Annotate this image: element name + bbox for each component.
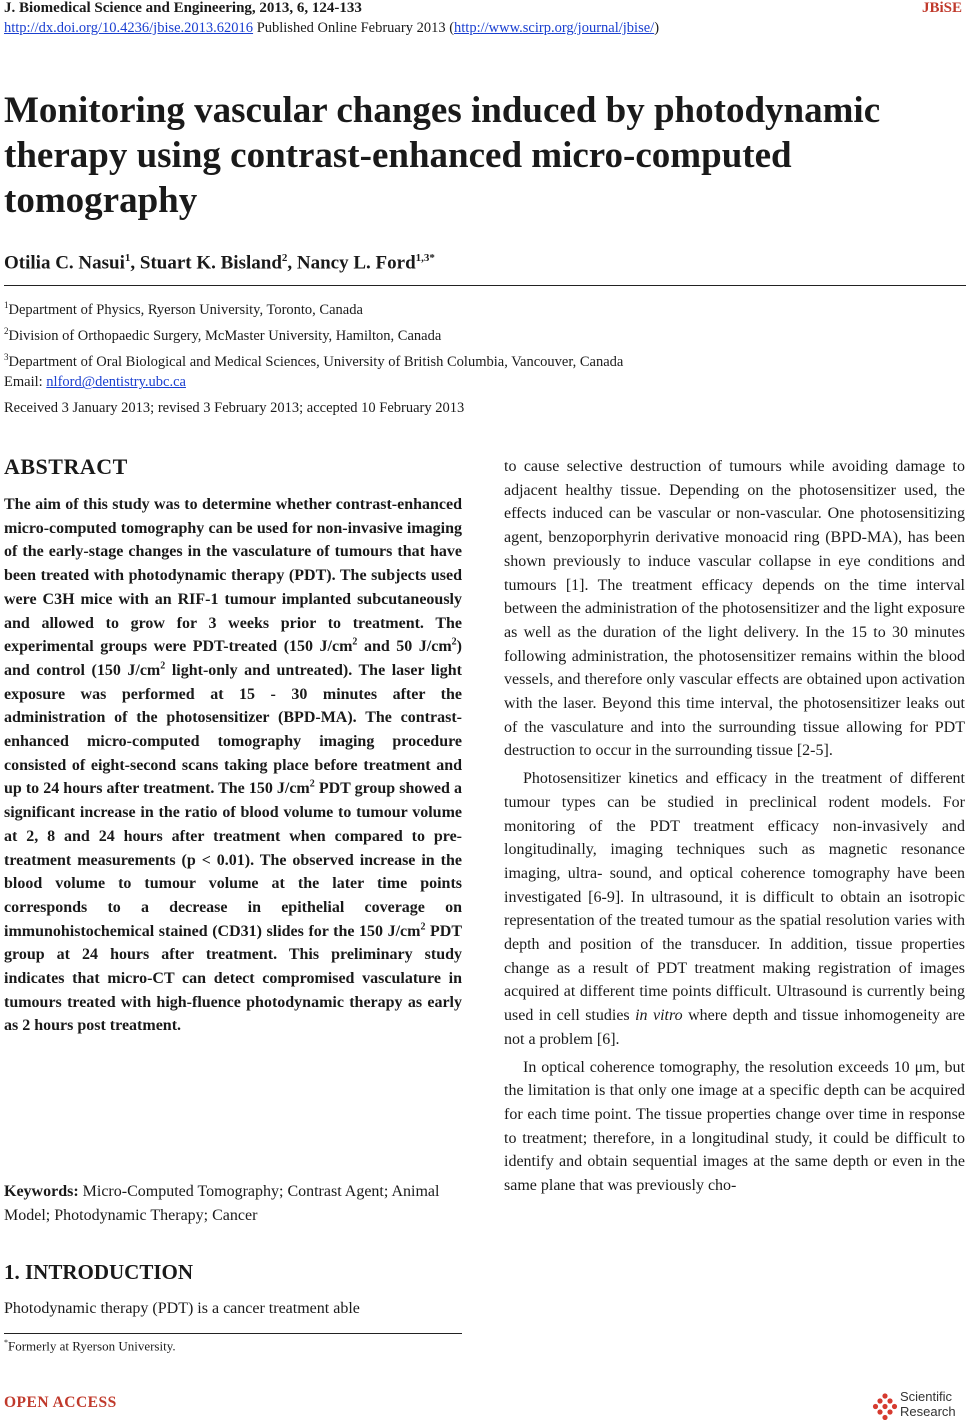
journal-citation: J. Biomedical Science and Engineering, 2013, 6, 124-133	[4, 0, 362, 16]
author-name: Otilia C. Nasui	[4, 252, 125, 274]
logo-line: Research	[900, 1404, 956, 1419]
affil-num: 3	[4, 351, 9, 362]
divider	[4, 285, 966, 286]
paragraph-text: Photosensitizer kinetics and efficacy in the treatment of different tumour types can be studied in preclinical rodent models. For monitoring of the PDT treatment efficacy non-invasively and longitudinally, imaging techniques such as magnetic resonance imaging, ultra- sound, and optical coherence tomography have been investigated [6-9]. In ultrasound, it is difficult to obtain an isotropic representation of the treated tumour as the spatial resolution varies with depth and position of the transducer. In addition, tissue properties change as a result of PDT treatment making registration of images acquired at different time points difficult. Ultrasound is currently being used in cell studies	[504, 770, 965, 1025]
affil-text: Department of Physics, Ryerson University, Toronto, Canada	[8, 301, 363, 318]
affil-num: 1	[4, 300, 9, 310]
scientific-research-logo-icon	[872, 1392, 898, 1420]
email-line	[4, 372, 623, 393]
author-name: , Nancy L. Ford	[287, 252, 416, 274]
author-affil-sup: 1,3*	[415, 252, 435, 264]
header-links	[4, 20, 659, 37]
affiliations	[4, 295, 623, 393]
open-access-label: OPEN ACCESS	[4, 1394, 117, 1411]
keywords-label: Keywords:	[4, 1183, 79, 1200]
body-paragraph: to cause selective destruction of tumours while avoiding damage to adjacent healthy tissue. Depending on the photosensitizer used, the effects induced can be vascular or non-vascular. One photosensitizing agent, benzoporphyrin derivative monoacid ring (BPD-MA), has been shown previously to induce vascular collapse in eye conditions and tumours [1]. The treatment efficacy depends on the time interval between the administration of the photosensitizer and the light exposure as well as the duration of the light delivery. In the 15 to 30 minutes following administration, the photosensitizer remains within the blood vessels, and therefore only vascular effects are obtained upon activation with the laser. Beyond this time interval, the photosensitizer leaks out of the vasculature and into the surrounding tissue allowing for PDT destruction to occur in the surrounding tissue [2-5].	[504, 458, 965, 760]
abstract-body	[4, 493, 462, 1038]
right-column	[504, 455, 965, 1198]
received-dates: Received 3 January 2013; revised 3 February 2013; accepted 10 February 2013	[4, 400, 465, 416]
logo-text	[900, 1389, 956, 1419]
affiliation-item	[4, 321, 623, 347]
affiliation-item	[4, 295, 623, 321]
abstract-text: and 50 J/cm	[357, 638, 452, 656]
paper-title: Monitoring vascular changes induced by photodynamic therapy using contrast-enhanced micro-computed tomography	[4, 90, 881, 221]
close-paren: )	[654, 20, 660, 36]
footnote-text: Formerly at Ryerson University.	[8, 1338, 176, 1354]
author-affil-sup: 2	[281, 252, 288, 264]
published-text: Published Online February 2013 (	[253, 20, 455, 36]
logo-line: Scientific	[900, 1389, 953, 1404]
affiliation-item	[4, 347, 623, 373]
section-heading: 1. INTRODUCTION	[4, 1260, 194, 1284]
footnote-divider	[4, 1333, 462, 1334]
superscript: 2	[420, 921, 426, 933]
intro-paragraph: Photodynamic therapy (PDT) is a cancer treatment able	[4, 1300, 360, 1317]
abstract-text: The aim of this study was to determine whether contrast-enhanced micro-computed tomography can be used for non-invasive imaging of the early-stage changes in the vasculature of tumours that have been treated with photodynamic therapy (PDT). The subjects used were C3H mice with an RIF-1 tumour implanted subcutaneously and allowed to grow for 3 weeks prior to treatment. The experimental groups were PDT-treated (150 J/cm	[4, 496, 462, 656]
body-paragraph: In optical coherence tomography, the resolution exceeds 10 μm, but the limitation is that only one image at a specific depth can be acquired for each time point. The tissue properties change over time in response to treatment; therefore, in a longitudinal study, it could be difficult to identify and obtain sequential images at the same depth or even in the same plane that was previously cho-	[504, 1058, 965, 1195]
publisher-logo	[872, 1388, 964, 1424]
affil-num: 2	[4, 325, 9, 336]
italic-text: in vitro	[635, 1007, 683, 1025]
footnote	[4, 1338, 176, 1354]
abstract-text: ) and control (150 J/cm	[4, 638, 462, 679]
abstract-heading: ABSTRACT	[4, 454, 128, 479]
doi-link[interactable]: http://dx.doi.org/10.4236/jbise.2013.62016	[4, 20, 254, 36]
author-affil-sup: 1	[124, 252, 131, 264]
author-name: , Stuart K. Bisland	[130, 252, 282, 274]
author-list	[4, 252, 435, 274]
paragraph-text: where depth and tissue inhomogeneity are not a problem [6].	[504, 1007, 966, 1048]
keywords-text: Micro-Computed Tomography; Contrast Agent; Animal Model; Photodynamic Therapy; Cancer	[4, 1183, 440, 1224]
abstract-text: PDT group at 24 hours after treatment. This preliminary study indicates that micro-CT can detect compromised vasculature in tumours treated with high-fluence photodynamic therapy as early as 2 hours post treatment.	[4, 922, 463, 1035]
footnote-mark: *	[4, 1338, 8, 1347]
journal-link[interactable]: http://www.scirp.org/journal/jbise/	[454, 20, 655, 36]
email-label: Email:	[4, 374, 47, 391]
superscript: 2	[309, 779, 315, 791]
affil-text: Department of Oral Biological and Medical Sciences, University of British Columbia, Vancouver, Canada	[8, 353, 624, 370]
abstract-text: PDT group showed a significant increase in the ratio of blood volume to tumour volume at 2, 8 and 24 hours after treatment when compared to pre-treatment measurements (p < 0.01). The observed increase in the blood volume to tumour volume at the later time points corresponds to a decrease in epithelial coverage on immunohistochemical stained (CD31) slides for the 150 J/cm	[4, 780, 462, 940]
affil-text: Division of Orthopaedic Surgery, McMaster University, Hamilton, Canada	[8, 327, 442, 344]
superscript: 2	[451, 636, 457, 648]
abstract-text: light-only and untreated). The laser light exposure was performed at 15 - 30 minutes after the administration of the photosensitizer (BPD-MA). The contrast-enhanced micro-computed tomography imaging procedure consisted of eight-second scans taking place before treatment and up to 24 hours after treatment. The 150 J/cm	[4, 661, 462, 798]
body-paragraph	[504, 767, 965, 1051]
superscript: 2	[160, 660, 166, 672]
superscript: 2	[352, 636, 358, 648]
email-link[interactable]: nlford@dentistry.ubc.ca	[46, 374, 186, 391]
keywords	[4, 1180, 462, 1227]
journal-abbrev: JBiSE	[921, 0, 962, 16]
